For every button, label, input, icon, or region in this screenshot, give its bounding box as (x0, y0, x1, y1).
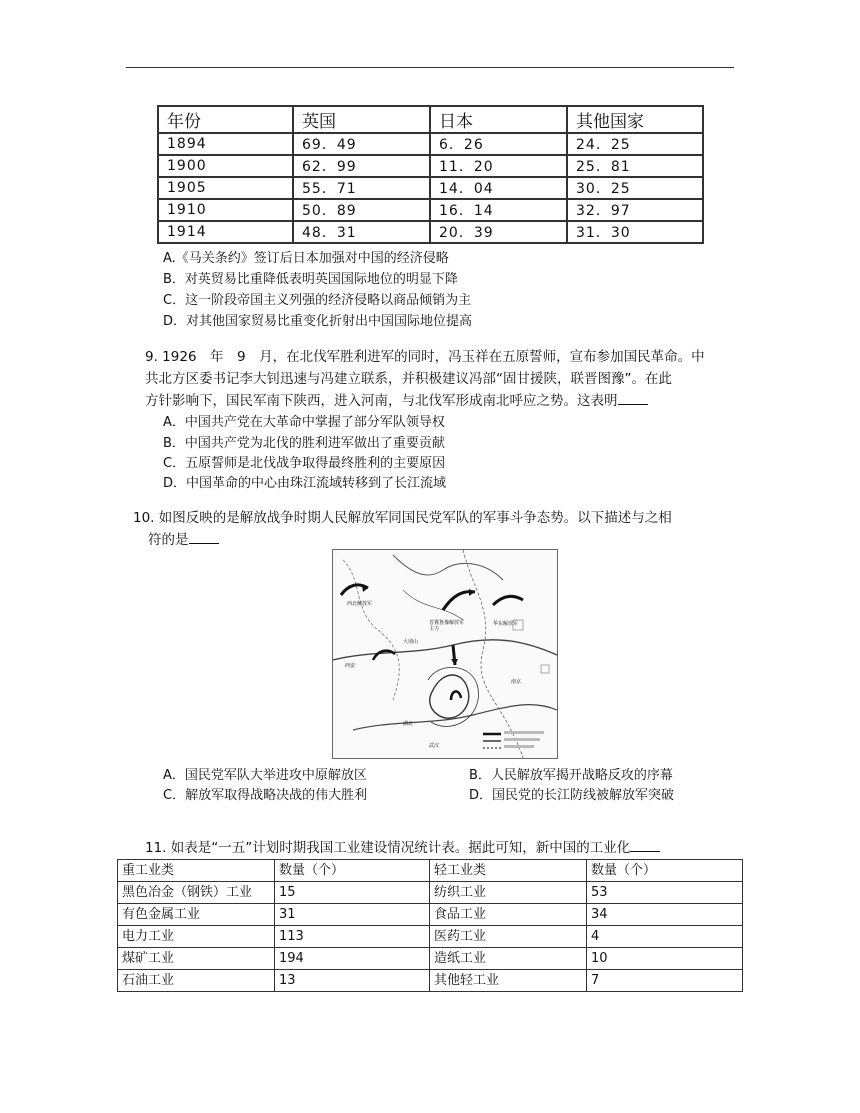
table-row (158, 221, 703, 243)
table-header-cell: 英国 (293, 106, 430, 133)
industry-table (117, 859, 743, 992)
table-cell: 食品工业 (430, 904, 587, 926)
answer-blank[interactable] (630, 838, 660, 852)
table-cell: 1910 (158, 199, 293, 221)
table-header-cell: 其他国家 (567, 106, 703, 133)
table-cell: 纺织工业 (430, 882, 587, 904)
trade-share-table (157, 105, 704, 244)
q9-option-c[interactable]: C．五原誓师是北伐战争取得最终胜利的主要原因 (163, 456, 446, 471)
q11-stem-line (145, 837, 660, 859)
table-cell: 30．25 (567, 177, 703, 199)
table-cell: 10 (587, 948, 743, 970)
q10-stem-line (133, 529, 672, 551)
q9-stem-line: 9. 1926 年 9 月，在北伐军胜利进军的同时，冯玉祥在五原誓师，宣布参加国民革命。中 (145, 349, 705, 365)
table-cell: 194 (275, 948, 430, 970)
map-drawing (333, 550, 557, 758)
table-cell: 53 (587, 882, 743, 904)
table-header-cell: 数量（个） (275, 860, 430, 882)
table-header-row (118, 860, 743, 882)
q10-option-c[interactable]: C．解放军取得战略决战的伟大胜利 (163, 788, 368, 803)
table-row (158, 133, 703, 155)
table-cell: 14．04 (430, 177, 567, 199)
map-label: 华东解放军 (493, 621, 519, 627)
q10-option-d[interactable]: D．国民党的长江防线被解放军突破 (469, 788, 675, 803)
q8-option-b[interactable]: B．对英贸易比重降低表明英国国际地位的明显下降 (163, 272, 458, 287)
table-cell: 55．71 (293, 177, 430, 199)
table-cell: 15 (275, 882, 430, 904)
q10-stem-line: 10. 如图反映的是解放战争时期人民解放军同国民党军队的军事斗争态势。以下描述与之相 (133, 510, 672, 526)
table-cell: 1900 (158, 155, 293, 177)
table-cell: 16．14 (430, 199, 567, 221)
table-cell: 69．49 (293, 133, 430, 155)
map-label: 武汉 (429, 743, 440, 749)
table-cell: 其他轻工业 (430, 970, 587, 992)
table-cell: 31．30 (567, 221, 703, 243)
table-cell: 6．26 (430, 133, 567, 155)
map-label: 大别山 (403, 639, 419, 645)
q10-option-b[interactable]: B．人民解放军揭开战略反攻的序幕 (469, 768, 673, 783)
map-label: 西北解放军 (347, 601, 373, 607)
answer-blank[interactable] (618, 391, 648, 405)
table-header-cell: 轻工业类 (430, 860, 587, 882)
table-row (118, 970, 743, 992)
q9-stem-text: 方针影响下，国民军南下陕西，进入河南，与北伐军形成南北呼应之势。这表明 (145, 393, 618, 409)
table-row (158, 199, 703, 221)
table-row (118, 948, 743, 970)
table-cell: 有色金属工业 (118, 904, 275, 926)
table-cell: 25．81 (567, 155, 703, 177)
table-row (118, 926, 743, 948)
table-cell: 煤矿工业 (118, 948, 275, 970)
table-row (118, 904, 743, 926)
table-header-cell: 数量（个） (587, 860, 743, 882)
table-cell: 50．89 (293, 199, 430, 221)
header-rule (126, 67, 734, 68)
table-cell: 7 (587, 970, 743, 992)
map-label: 西安 (345, 663, 356, 669)
table-cell: 113 (275, 926, 430, 948)
war-situation-map (332, 549, 558, 759)
table-header-cell: 日本 (430, 106, 567, 133)
table-cell: 48．31 (293, 221, 430, 243)
q11-stem (145, 837, 660, 859)
table-cell: 造纸工业 (430, 948, 587, 970)
q9-option-d[interactable]: D．中国革命的中心由珠江流域转移到了长江流域 (163, 476, 447, 491)
table-cell: 24．25 (567, 133, 703, 155)
table-cell: 34 (587, 904, 743, 926)
q8-option-c[interactable]: C．这一阶段帝国主义列强的经济侵略以商品倾销为主 (163, 293, 472, 308)
q10-stem (133, 507, 672, 551)
table-cell: 黑色冶金（钢铁）工业 (118, 882, 275, 904)
q9-stem-line: 共北方区委书记李大钊迅速与冯建立联系，并积极建议冯部“固甘援陕，联晋图豫”。在此 (145, 371, 672, 387)
q11-stem-text: 11. 如表是“一五”计划时期我国工业建设情况统计表。据此可知，新中国的工业化 (145, 840, 631, 856)
q8-option-d[interactable]: D．对其他国家贸易比重变化折射出中国国际地位提高 (163, 314, 473, 329)
table-cell: 13 (275, 970, 430, 992)
q10-option-a[interactable]: A．国民党军队大举进攻中原解放区 (163, 768, 367, 783)
table-row (158, 177, 703, 199)
table-header-cell: 年份 (158, 106, 293, 133)
q9-option-b[interactable]: B．中国共产党为北伐的胜利进军做出了重要贡献 (163, 436, 445, 451)
table-cell: 1894 (158, 133, 293, 155)
table-cell: 62．99 (293, 155, 430, 177)
table-cell: 31 (275, 904, 430, 926)
q9-option-a[interactable]: A．中国共产党在大革命中掌握了部分军队领导权 (163, 415, 445, 430)
q9-stem (145, 346, 705, 412)
table-cell: 电力工业 (118, 926, 275, 948)
table-cell: 1905 (158, 177, 293, 199)
q8-option-a[interactable]: A.《马关条约》签订后日本加强对中国的经济侵略 (163, 251, 449, 266)
table-row (158, 155, 703, 177)
table-cell: 32．97 (567, 199, 703, 221)
table-cell: 4 (587, 926, 743, 948)
table-cell: 医药工业 (430, 926, 587, 948)
q10-stem-text: 符的是 (148, 532, 189, 548)
map-label: 湖北 (403, 721, 414, 727)
answer-blank[interactable] (189, 530, 219, 544)
map-label: 南京 (511, 679, 522, 685)
table-cell: 1914 (158, 221, 293, 243)
table-header-row (158, 106, 703, 133)
table-cell: 20．39 (430, 221, 567, 243)
map-label: 晋冀鲁豫解放军主力 (429, 620, 465, 632)
table-cell: 11．20 (430, 155, 567, 177)
table-header-cell: 重工业类 (118, 860, 275, 882)
table-row (118, 882, 743, 904)
q9-stem-line (145, 390, 705, 412)
table-cell: 石油工业 (118, 970, 275, 992)
